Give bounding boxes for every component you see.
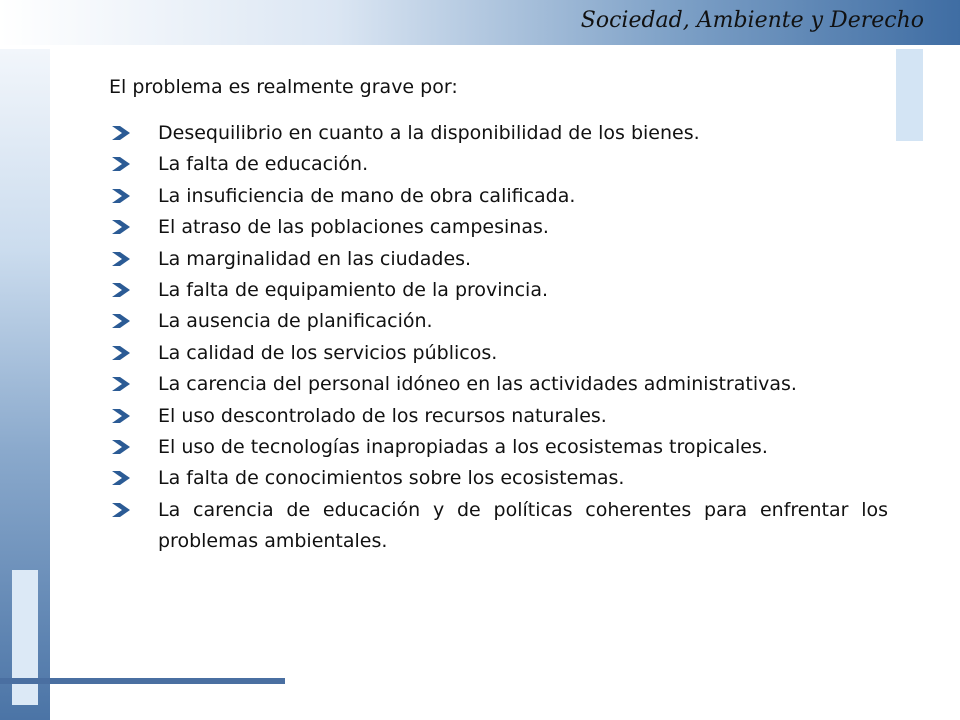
bullet-item	[112, 306, 888, 337]
chevron-right-icon	[112, 471, 130, 485]
bullet-text: La calidad de los servicios públicos.	[158, 341, 498, 364]
bullet-text: El uso de tecnologías inapropiadas a los ecosistemas tropicales.	[158, 436, 768, 459]
bullet-item	[112, 432, 888, 463]
chevron-right-icon	[112, 440, 130, 454]
header-title: Sociedad, Ambiente y Derecho	[580, 8, 924, 33]
chevron-right-icon	[112, 283, 130, 297]
bullet-item	[112, 463, 888, 494]
chevron-right-icon	[112, 346, 130, 360]
bullet-text: El atraso de las poblaciones campesinas.	[158, 216, 549, 239]
chevron-right-icon	[112, 409, 130, 423]
bullet-item	[112, 118, 888, 149]
chevron-right-icon	[112, 314, 130, 328]
bullet-text: La carencia de educación y de políticas coherentes para enfrentar los problemas ambientales.	[158, 498, 888, 553]
bullet-text: La falta de educación.	[158, 153, 369, 176]
right-accent-strip	[896, 49, 923, 141]
bullet-text: Desequilibrio en cuanto a la disponibilidad de los bienes.	[158, 122, 700, 144]
chevron-right-icon	[112, 503, 130, 517]
bullet-text: La falta de equipamiento de la provincia.	[158, 279, 549, 302]
bullet-text: La falta de conocimientos sobre los ecosistemas.	[158, 467, 625, 490]
chevron-right-icon	[112, 377, 130, 391]
bullet-item	[112, 401, 888, 432]
bullet-item	[112, 212, 888, 243]
chevron-right-icon	[112, 252, 130, 266]
bullet-item	[112, 244, 888, 275]
bullet-item	[112, 149, 888, 180]
bullet-item	[112, 495, 888, 558]
left-bar-panel	[12, 570, 38, 705]
intro-text: El problema es realmente grave por:	[109, 76, 458, 98]
header-divider	[0, 45, 960, 49]
bottom-accent-line	[0, 678, 285, 684]
bullet-text: La ausencia de planificación.	[158, 310, 433, 333]
bullet-text: La marginalidad en las ciudades.	[158, 247, 472, 270]
bullet-item	[112, 369, 888, 400]
bullet-list	[112, 118, 888, 558]
bullet-item	[112, 181, 888, 212]
bullet-item	[112, 338, 888, 369]
bullet-text: La insuficiencia de mano de obra calificada.	[158, 184, 576, 207]
bullet-text: El uso descontrolado de los recursos naturales.	[158, 404, 607, 427]
chevron-right-icon	[112, 220, 130, 234]
chevron-right-icon	[112, 126, 130, 140]
bullet-item	[112, 275, 888, 306]
bullet-text: La carencia del personal idóneo en las actividades administrativas.	[158, 373, 797, 396]
chevron-right-icon	[112, 157, 130, 171]
chevron-right-icon	[112, 189, 130, 203]
